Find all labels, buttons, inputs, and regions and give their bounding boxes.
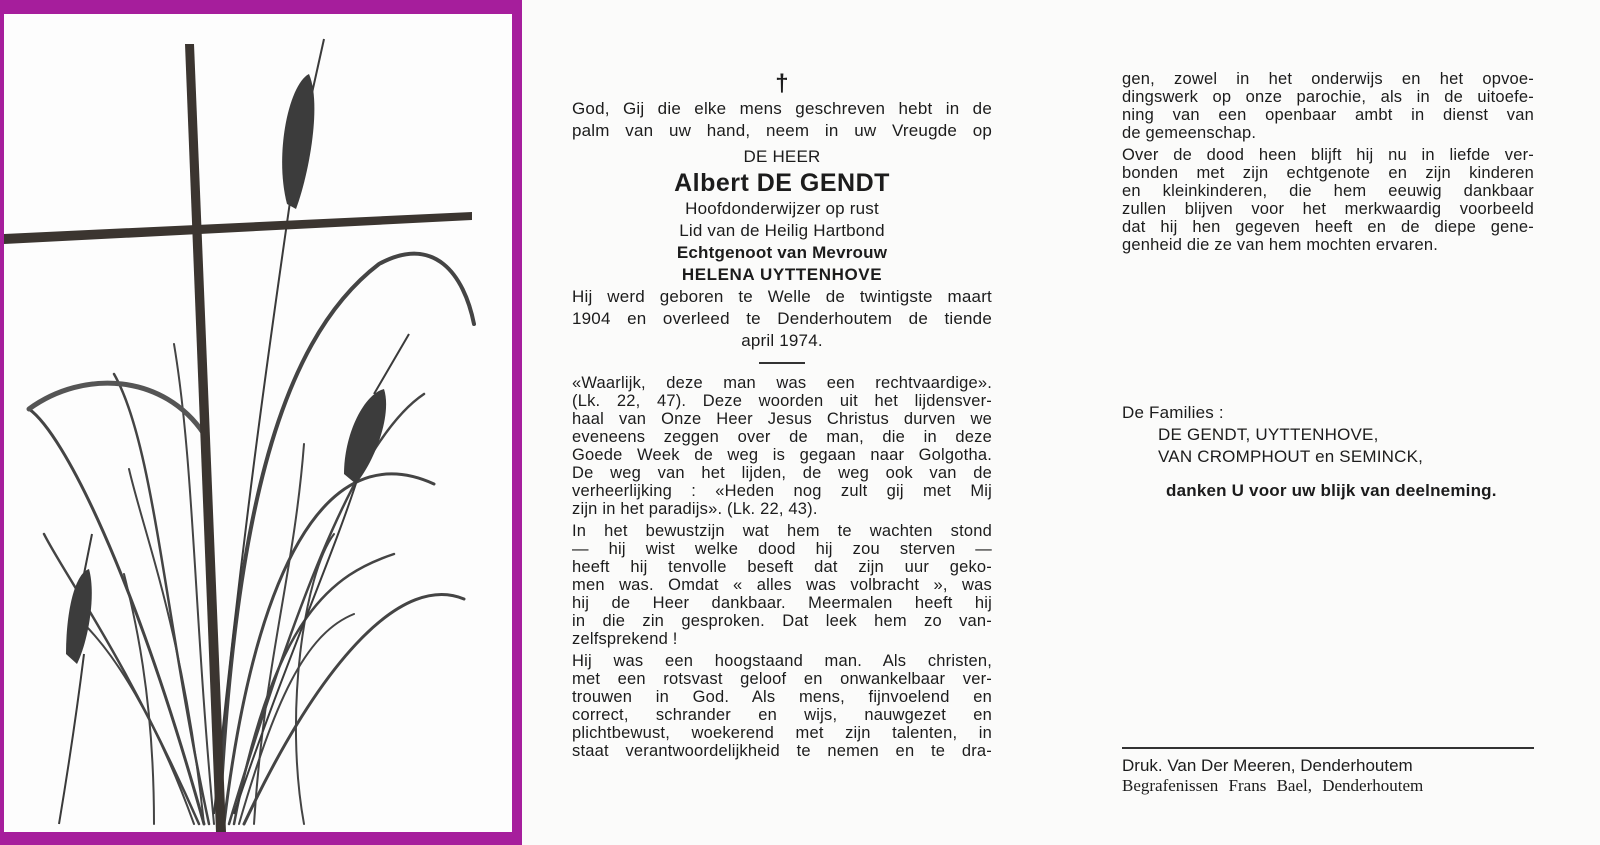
text-line: en kleinkinderen, die hem eeuwig dankbaar [1122, 182, 1534, 200]
text-line: (Lk. 22, 47). Deze woorden uit het lijdensver- [572, 392, 992, 410]
text-line: met een rotsvast geloof en onwankelbaar ver- [572, 670, 992, 688]
text-line: zullen blijven voor het merkwaardig voorbeeld [1122, 200, 1534, 218]
text-line: Over de dood heen blijft hij nu in liefde ver- [1122, 146, 1534, 164]
paragraph-character [572, 652, 992, 760]
text-line: heeft hij tenvolle beseft dat zijn uur geko- [572, 558, 992, 576]
families-line: DE GENDT, UYTTENHOVE, [1158, 425, 1379, 444]
text-line: eveneens zeggen over de man, die in deze [572, 428, 992, 446]
memorial-text-column [572, 70, 992, 764]
text-line: Goede Week de weg is gegaan naar Golgotha. [572, 446, 992, 464]
families-label: De Families : [1122, 403, 1224, 422]
text-line: genheid die ze van hem mochten ervaren. [1122, 236, 1438, 254]
text-line: dat hij hen gegeven heeft en de diepe gene- [1122, 218, 1534, 236]
text-line: staat verantwoordelijkheid te nemen en te dra- [572, 742, 992, 760]
invocation-line: palm van uw hand, neem in uw Vreugde op [572, 121, 992, 140]
deceased-name: Albert DE GENDT [674, 169, 890, 197]
printer-credit: Druk. Van Der Meeren, Denderhoutem [1122, 756, 1413, 775]
text-line: gen, zowel in het onderwijs en het opvoe- [1122, 70, 1534, 88]
title-line: Lid van de Heilig Hartbond [679, 221, 885, 240]
life-line: Hij werd geboren te Welle de twintigste maart [572, 287, 992, 306]
life-last-line: april 1974. [741, 331, 823, 350]
cross-symbol: † [775, 70, 789, 97]
families-block [1122, 402, 1542, 502]
footer-credits [1122, 756, 1542, 796]
undertaker-credit: Begrafenissen Frans Bael, Denderhoutem [1122, 776, 1424, 795]
memorial-text-continued [1122, 70, 1534, 258]
text-line: plichtbewust, woekerend met zijn talenten, in [572, 724, 992, 742]
text-line: bonden met zijn echtgenote en zijn kinderen [1122, 164, 1534, 182]
text-line: In het bewustzijn wat hem te wachten stond [572, 522, 992, 540]
life-line: 1904 en overleed te Denderhoutem de tiende [572, 309, 992, 328]
invocation [572, 98, 992, 142]
reed-grass-icon [29, 254, 474, 824]
text-line: ning van een openbaar ambt in dienst van [1122, 106, 1534, 124]
footer-rule [1122, 747, 1534, 749]
text-line: correct, schrander en wijs, nauwgezet en [572, 706, 992, 724]
text-line: trouwen in God. Als mens, fijnvoelend en [572, 688, 992, 706]
paragraph-scripture [572, 374, 992, 518]
text-line: haal van Onze Heer Jesus Christus durven we [572, 410, 992, 428]
illustration-frame [0, 0, 522, 845]
text-line: — hij wist welke dood hij zou sterven — [572, 540, 992, 558]
text-line: De weg van het lijden, de weg ook van de [572, 464, 992, 482]
text-line: «Waarlijk, deze man was een rechtvaardige». [572, 374, 992, 392]
paragraph-continuation [1122, 70, 1534, 142]
paragraph-awareness [572, 522, 992, 648]
text-line: zelfsprekend ! [572, 630, 678, 648]
cross-icon [4, 44, 472, 832]
text-line: Hij was een hoogstaand man. Als christen, [572, 652, 992, 670]
honorific: DE HEER [743, 147, 821, 166]
text-line: zijn in het paradijs». (Lk. 22, 43). [572, 500, 818, 518]
paragraph-legacy [1122, 146, 1534, 254]
text-line: hij de Heer dankbaar. Meermalen heeft hij [572, 594, 992, 612]
text-line: men was. Omdat « alles was volbracht », was [572, 576, 992, 594]
separator [759, 362, 805, 364]
invocation-line: God, Gij die elke mens geschreven hebt in de [572, 99, 992, 118]
spouse-label: Echtgenoot van Mevrouw [676, 243, 888, 262]
cross-and-cattails-illustration [4, 14, 512, 832]
families-line: VAN CROMPHOUT en SEMINCK, [1158, 447, 1424, 466]
text-line: verheerlijking : «Heden nog zult gij met Mij [572, 482, 992, 500]
illustration-area [4, 14, 512, 832]
title-line: Hoofdonderwijzer op rust [685, 199, 879, 218]
text-line: in die zin gesproken. Dat leek hem zo van- [572, 612, 992, 630]
text-line: de gemeenschap. [1122, 124, 1257, 142]
thanks-line: danken U voor uw blijk van deelneming. [1166, 481, 1497, 500]
text-line: dingswerk op onze parochie, als in de uitoefe- [1122, 88, 1534, 106]
cattail-icon [66, 74, 386, 664]
spouse-name: HELENA UYTTENHOVE [681, 265, 883, 284]
